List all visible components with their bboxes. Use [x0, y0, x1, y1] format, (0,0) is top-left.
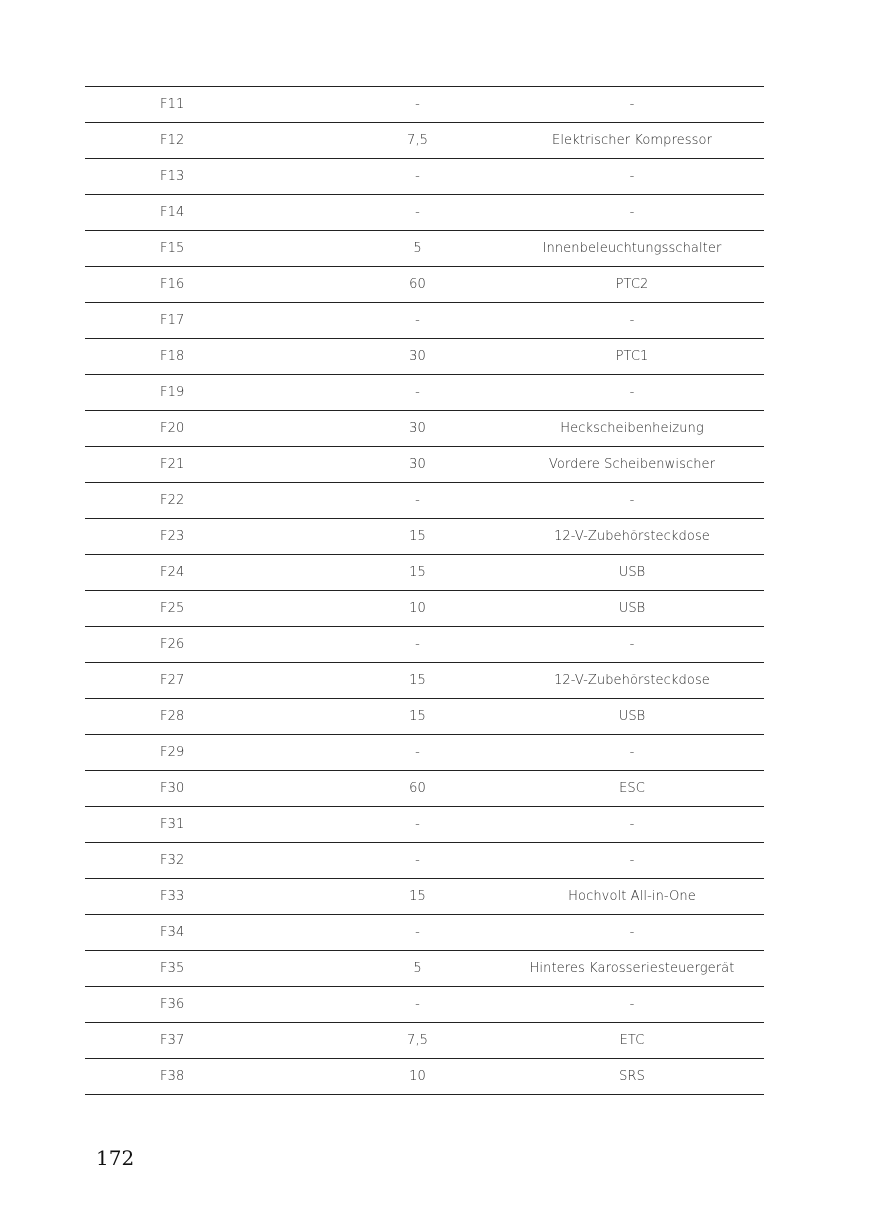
- ampere-cell: 5: [335, 951, 500, 987]
- fuse-table: [85, 86, 764, 1095]
- fuse-row: [85, 267, 764, 303]
- function-cell: -: [500, 915, 764, 951]
- fuse-row: [85, 1059, 764, 1095]
- fuse-id-cell: F26: [85, 627, 335, 663]
- function-cell: -: [500, 87, 764, 123]
- fuse-row: [85, 231, 764, 267]
- function-cell: -: [500, 843, 764, 879]
- function-cell: Elektrischer Kompressor: [500, 123, 764, 159]
- fuse-row: [85, 159, 764, 195]
- fuse-id-cell: F23: [85, 519, 335, 555]
- function-cell: -: [500, 195, 764, 231]
- ampere-cell: 15: [335, 519, 500, 555]
- fuse-id-cell: F37: [85, 1023, 335, 1059]
- ampere-cell: -: [335, 483, 500, 519]
- function-cell: -: [500, 303, 764, 339]
- fuse-row: [85, 483, 764, 519]
- function-cell: USB: [500, 555, 764, 591]
- ampere-cell: 30: [335, 339, 500, 375]
- fuse-row: [85, 519, 764, 555]
- function-cell: Hinteres Karosseriesteuergerät: [500, 951, 764, 987]
- fuse-id-cell: F38: [85, 1059, 335, 1095]
- ampere-cell: -: [335, 303, 500, 339]
- function-cell: -: [500, 375, 764, 411]
- fuse-row: [85, 447, 764, 483]
- ampere-cell: 7,5: [335, 123, 500, 159]
- function-cell: PTC1: [500, 339, 764, 375]
- ampere-cell: 10: [335, 1059, 500, 1095]
- fuse-id-cell: F34: [85, 915, 335, 951]
- ampere-cell: 15: [335, 555, 500, 591]
- ampere-cell: -: [335, 375, 500, 411]
- ampere-cell: -: [335, 159, 500, 195]
- ampere-cell: 5: [335, 231, 500, 267]
- fuse-id-cell: F17: [85, 303, 335, 339]
- fuse-id-cell: F28: [85, 699, 335, 735]
- function-cell: SRS: [500, 1059, 764, 1095]
- ampere-cell: -: [335, 843, 500, 879]
- fuse-id-cell: F12: [85, 123, 335, 159]
- ampere-cell: -: [335, 627, 500, 663]
- fuse-id-cell: F29: [85, 735, 335, 771]
- function-cell: Hochvolt All-in-One: [500, 879, 764, 915]
- fuse-row: [85, 375, 764, 411]
- function-cell: -: [500, 807, 764, 843]
- function-cell: -: [500, 483, 764, 519]
- fuse-id-cell: F13: [85, 159, 335, 195]
- fuse-id-cell: F19: [85, 375, 335, 411]
- fuse-row: [85, 843, 764, 879]
- fuse-id-cell: F16: [85, 267, 335, 303]
- fuse-row: [85, 807, 764, 843]
- fuse-row: [85, 663, 764, 699]
- fuse-row: [85, 411, 764, 447]
- fuse-row: [85, 123, 764, 159]
- fuse-row: [85, 87, 764, 123]
- function-cell: USB: [500, 699, 764, 735]
- ampere-cell: 15: [335, 663, 500, 699]
- fuse-row: [85, 771, 764, 807]
- fuse-row: [85, 627, 764, 663]
- ampere-cell: 15: [335, 699, 500, 735]
- fuse-row: [85, 555, 764, 591]
- function-cell: Heckscheibenheizung: [500, 411, 764, 447]
- ampere-cell: 7,5: [335, 1023, 500, 1059]
- ampere-cell: 30: [335, 411, 500, 447]
- fuse-row: [85, 303, 764, 339]
- fuse-row: [85, 915, 764, 951]
- fuse-row: [85, 195, 764, 231]
- fuse-row: [85, 735, 764, 771]
- fuse-id-cell: F18: [85, 339, 335, 375]
- fuse-id-cell: F25: [85, 591, 335, 627]
- fuse-id-cell: F11: [85, 87, 335, 123]
- function-cell: -: [500, 987, 764, 1023]
- fuse-id-cell: F20: [85, 411, 335, 447]
- ampere-cell: 15: [335, 879, 500, 915]
- fuse-row: [85, 987, 764, 1023]
- ampere-cell: 30: [335, 447, 500, 483]
- fuse-id-cell: F30: [85, 771, 335, 807]
- fuse-id-cell: F27: [85, 663, 335, 699]
- fuse-id-cell: F33: [85, 879, 335, 915]
- ampere-cell: 60: [335, 267, 500, 303]
- fuse-row: [85, 699, 764, 735]
- ampere-cell: -: [335, 807, 500, 843]
- fuse-id-cell: F21: [85, 447, 335, 483]
- function-cell: -: [500, 735, 764, 771]
- fuse-row: [85, 591, 764, 627]
- fuse-table-body: [85, 87, 764, 1095]
- function-cell: -: [500, 627, 764, 663]
- fuse-id-cell: F35: [85, 951, 335, 987]
- function-cell: 12-V-Zubehörsteckdose: [500, 519, 764, 555]
- function-cell: Innenbeleuchtungsschalter: [500, 231, 764, 267]
- fuse-row: [85, 339, 764, 375]
- function-cell: Vordere Scheibenwischer: [500, 447, 764, 483]
- ampere-cell: 10: [335, 591, 500, 627]
- fuse-id-cell: F24: [85, 555, 335, 591]
- fuse-id-cell: F36: [85, 987, 335, 1023]
- fuse-row: [85, 879, 764, 915]
- ampere-cell: -: [335, 735, 500, 771]
- function-cell: PTC2: [500, 267, 764, 303]
- fuse-id-cell: F14: [85, 195, 335, 231]
- fuse-id-cell: F31: [85, 807, 335, 843]
- fuse-row: [85, 1023, 764, 1059]
- fuse-row: [85, 951, 764, 987]
- fuse-id-cell: F15: [85, 231, 335, 267]
- fuse-id-cell: F32: [85, 843, 335, 879]
- function-cell: USB: [500, 591, 764, 627]
- ampere-cell: -: [335, 87, 500, 123]
- function-cell: 12-V-Zubehörsteckdose: [500, 663, 764, 699]
- ampere-cell: 60: [335, 771, 500, 807]
- function-cell: ETC: [500, 1023, 764, 1059]
- function-cell: -: [500, 159, 764, 195]
- ampere-cell: -: [335, 987, 500, 1023]
- fuse-id-cell: F22: [85, 483, 335, 519]
- page-number: 172: [96, 1146, 135, 1170]
- function-cell: ESC: [500, 771, 764, 807]
- ampere-cell: -: [335, 195, 500, 231]
- ampere-cell: -: [335, 915, 500, 951]
